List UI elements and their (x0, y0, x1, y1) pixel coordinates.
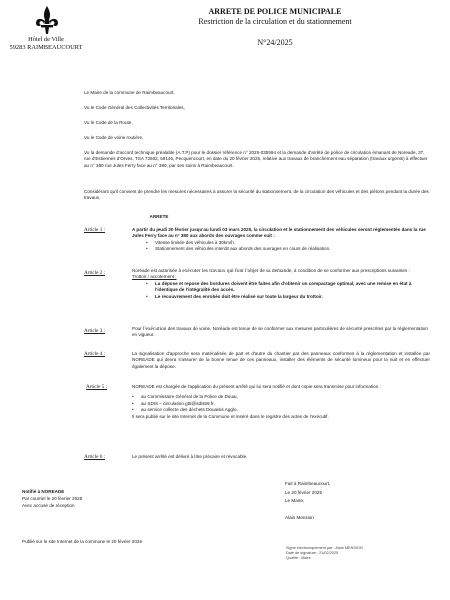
document-title (110, 7, 440, 48)
notification-line-2: Par courriel le 20 février 2025 (22, 495, 83, 501)
town-line-2: 59283 RAIMBEAUCOURT (9, 44, 83, 51)
preamble-considerant: Considérant qu'il convient de prendre les mesures nécessaires à assurer la sécurité du stationnement, de la circulation des véhicules et des piétons pendant la durée des travaux, (84, 189, 429, 201)
article-5-item-sdis: • au SDIS – circulation.gt5@sdis59.fr, (132, 401, 430, 407)
article-1-item-parking: • Stationnement des véhicules interdit aux abords des ouvrages en cours de réalisation. (146, 246, 430, 252)
article-2-item-bordures: • La dépose et repose des bordures doivent être faites afin d'obtenir un compactage optimal, avec une remise en état à l'identique de l'intégralité des accès. (146, 281, 430, 294)
article-1-label: Article 1 : (84, 227, 106, 233)
signature-date: Le 20 février 2025 (285, 489, 323, 495)
article-5-list (132, 394, 430, 413)
preamble-vu-voirie: Vu le Code de voirie routière, (84, 135, 144, 140)
arrete-heading: ARRETE (149, 214, 169, 219)
article-5-item-police: • au Commissaire Général de la Police de Douai, (132, 394, 430, 400)
e-signature-date: Date de signature : 21/02/2025 (286, 551, 339, 555)
article-1-body (132, 227, 430, 253)
e-signature-signer: Signé électroniquement par : Alain MENSION (286, 546, 363, 550)
electronic-signature (286, 546, 436, 561)
notification-line-1: Notifié à NOREADE (22, 489, 65, 494)
preamble-maire: Le Maire de la commune de Raimbeaucourt, (84, 90, 175, 95)
town-hall-name (6, 36, 86, 52)
article-5-text: NOREADE est chargée de l'application du présent arrêté qui lui sera notifié et dont copie sera transmise pour information : (132, 384, 381, 389)
article-3-text-emphasis: l'exécution (142, 326, 167, 332)
article-3-body (132, 326, 430, 339)
signature-place: Fait à Raimbeaucourt, (285, 481, 331, 486)
article-2-item-enrobes: • Le recouvrement des enrobés doit être réalisé sur toute la largeur du trottoir. (146, 294, 430, 300)
decree-number: N°24/2025 (257, 38, 293, 47)
article-5-label: Article 5 : (86, 384, 108, 390)
article-2-subheading: Trottoir / accotement : (132, 274, 177, 280)
article-2-text-pre: Noréade est autorisée à (132, 268, 183, 273)
article-5-item-collecte: • au service collecte des déchets Douaisis Agglo. (132, 407, 430, 413)
article-3-label: Article 3 : (84, 328, 106, 334)
town-logo (34, 5, 60, 35)
preamble-vu-cgct: Vu le Code Général des Collectivités Territoriales, (84, 105, 185, 110)
article-6-label: Article 6 : (84, 454, 106, 460)
publication-notice: Publié sur le site Internet de la commune le 20 février 2025 (22, 539, 143, 544)
notification-line-3: Avec accusé de réception (22, 502, 75, 508)
signature-block (285, 480, 435, 522)
article-5-body (132, 384, 430, 420)
article-5-footer: Il sera publié sur le site Internet de la Commune et inséré dans le registre des actes de l'exécutif. (132, 413, 329, 419)
notification-block (22, 489, 182, 509)
article-2-text-emphasis: exécuter les travaux qui font l'objet de sa demande (182, 268, 292, 274)
signature-name: Alain Mension (285, 514, 314, 520)
article-1-item-speed: • Vitesse limitée des véhicules à 30km/h. (146, 240, 430, 246)
article-6-text: Le présent arrêté est délivré à titre précaire et révocable. (132, 454, 248, 459)
article-2-text-post: , à condition de se conformer aux prescriptions suivantes : (291, 268, 410, 273)
article-2-body (132, 268, 430, 300)
article-4-label: Article 4 : (84, 351, 106, 357)
article-1-text: A partir du jeudi 20 février jusqu'au lundi 03 mars 2025, la circulation et le stationnement des véhicules seront réglementés dans la rue Jules Ferry face au n° 380 aux abords des ouvrages comme suit : (132, 227, 426, 239)
preamble-vu-demande: Vu la demande d'accord technique préalable (A.T.P) pour le dossier référence n° 2025-035594 et la demande d'arrêté de police de circulation émanant de Noreade, 37, rue d'Estiennes d'Orves, TSA 72502, 59146, Pecquencourt, en date du 20 février 2025, relative aux travaux de branchement eau séparation (travaux urgents) à effectuer au n° 380 rue Jules Ferry face au n° 380, par ses soins à Raimbeaucourt. (84, 150, 428, 168)
article-2-list (146, 281, 430, 300)
article-4-text: La signalisation d'approche sera matérialisée de part et d'autre du chantier par des panneaux conformes à la réglementation et installée par NOREADE qui devra s'assurer de la bonne tenue de ces panneaux, installer des éléments de sécurité lumineux pour la nuit et en effectuer également la dépose. (132, 351, 430, 369)
preamble-vu-route: Vu le Code de la Route, (84, 120, 133, 125)
title-line-1: ARRETE DE POLICE MUNICIPALE (208, 7, 342, 16)
article-3-text-pre: Pour (132, 326, 143, 331)
fleur-de-lis-icon (34, 5, 60, 35)
town-line-1: Hôtel de Ville (28, 36, 64, 43)
article-1-list (146, 240, 430, 253)
article-2-label: Article 2 : (84, 270, 106, 276)
signature-role: Le Maire, (285, 498, 305, 504)
title-line-2: Restriction de la circulation et du stationnement (198, 17, 352, 26)
article-3-text-post: des travaux de voirie, Noréade est tenue de se conformer aux mesures particulières de sécurité prescrites par la réglementation en vigueur. (132, 326, 428, 338)
e-signature-quality: Qualité : Maire (286, 556, 311, 560)
